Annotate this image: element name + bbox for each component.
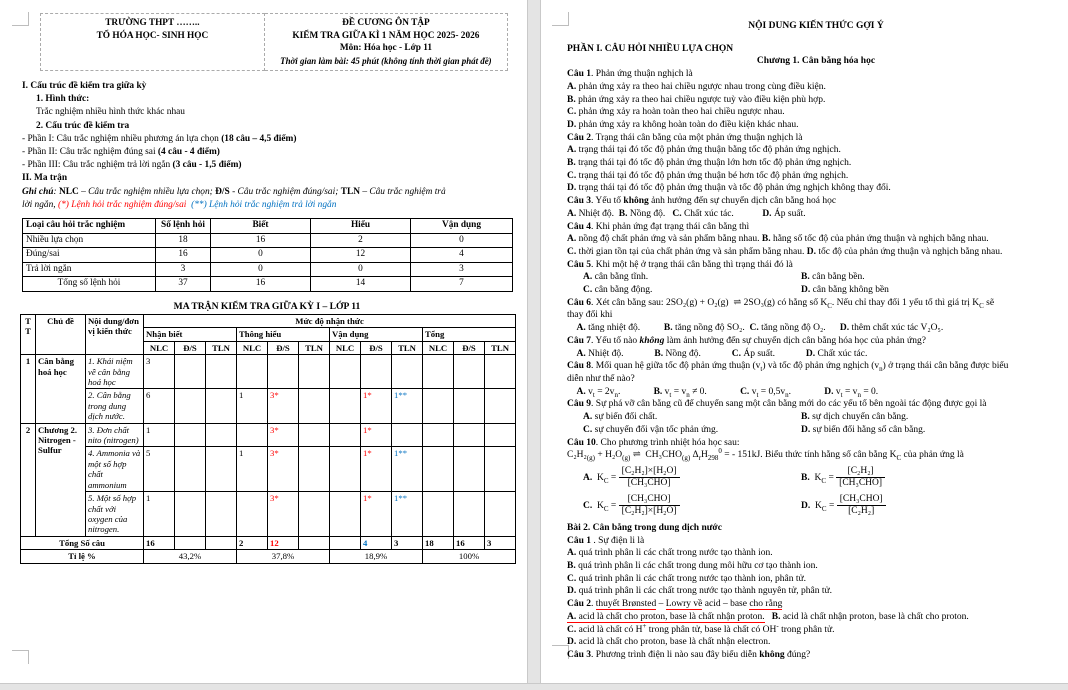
table-cell: Trả lời ngắn (23, 262, 156, 277)
table-cell (485, 389, 516, 423)
table-row (21, 389, 516, 423)
text-line: - Phần II: Câu trắc nghiệm đúng sai (4 câu - 4 điểm) (22, 147, 220, 158)
table-cell (175, 447, 206, 492)
table-row (23, 262, 513, 277)
text-line: diễn như thế nào? (567, 373, 635, 384)
table-cell: 4 (361, 536, 392, 549)
table-cell: 2 (311, 233, 411, 248)
table-cell (423, 447, 454, 492)
answer-option: D. quá trình phân li các chất trong nước tạo thành nguyên tử, phân tử. (567, 586, 833, 597)
table-cell: 43,2% (144, 550, 237, 563)
intro-section (22, 80, 516, 212)
section-heading: I. Cấu trúc đề kiểm tra giữa kỳ (22, 81, 147, 91)
answer-option: A. nồng độ chất phản ứng và sản phẩm bằng nhau. B. hằng số tốc độ của phản ứng thuận và nghịch bằng nhau. (567, 234, 989, 245)
table-cell: TLN (392, 341, 423, 354)
answer-option: A. Nhiệt độ. B. Nồng độ. C. Áp suất. D. Chất xúc tác. (576, 348, 868, 359)
table-cell (423, 389, 454, 423)
crop-mark-top-left (12, 12, 29, 26)
questions-content (567, 20, 1065, 662)
table-cell: 2 (237, 536, 268, 549)
table-cell (361, 355, 392, 389)
table-row (23, 277, 513, 292)
chem-equation: $C_2H_2_{(g)} + H_2O_{(g)}$ ⇌ $CH_3CHO_{(g)}$ $\Delta_rH_{298}^0$ = - 151kJ. Biểu thức tính hằng số cân bằng $K_C$ của phản ứng là (567, 447, 964, 463)
answer-option: C. acid là chất có H+ trong phân tử, base là chất có OH- trong phân tử. (567, 621, 835, 635)
table-cell: 0 (411, 233, 513, 248)
table-cell (175, 423, 206, 447)
sub-heading: 2. Cấu trúc đề kiểm tra (36, 120, 130, 131)
table-cell: Tổng số lệnh hỏi (23, 277, 156, 292)
table-cell: NLC (237, 341, 268, 354)
answer-option: D. phản ứng xảy ra không hoàn toàn do điều kiện khác nhau. (567, 119, 799, 130)
table-cell: 16 (156, 248, 211, 263)
page-gap-bottom (0, 683, 1068, 690)
answer-option: D. acid là chất cho proton, base là chất nhận electron. (567, 637, 771, 648)
table-cell: 0 (311, 262, 411, 277)
table-cell: 3* (268, 389, 299, 423)
table-cell: 2 (21, 423, 36, 536)
table-cell: Hiểu (311, 219, 411, 234)
table-cell: Nội dung/đơn vị kiến thức (86, 315, 144, 355)
matrix-title: MA TRẬN KIỂM TRA GIỮA KỲ I – LỚP 11 (173, 301, 361, 312)
exam-title: ĐỀ CƯƠNG ÔN TẬP (342, 18, 430, 28)
page-title: NỘI DUNG KIẾN THỨC GỢI Ý (748, 21, 884, 31)
answer-option: C. phản ứng xảy ra hoàn toàn theo hai chiều ngược nhau. (567, 107, 785, 118)
table-cell (454, 447, 485, 492)
table-cell (206, 389, 237, 423)
table-cell: 16 (211, 277, 311, 292)
question: Câu 1 . Sự điện li là (567, 535, 645, 546)
question: Câu 6. Xét cân bằng sau: 2SO₂(g) + O₂(g) ⇌ 2SO₃(g) có hằng số $K_C$. Nếu chỉ thay đổi 1 yếu tố thì giá trị $K_C$ sẽ (567, 297, 995, 310)
table-cell: 1** (392, 389, 423, 423)
table-cell (454, 492, 485, 537)
text-line: thay đổi khi (567, 310, 613, 321)
answer-option: B. phản ứng xảy ra theo hai chiều ngược tuỳ vào điều kiện phù hợp. (567, 94, 826, 105)
table-cell: 1* (361, 423, 392, 447)
table-cell: 3 (411, 262, 513, 277)
table-cell: 12 (311, 248, 411, 263)
table-cell: Cân bằng hoá học (36, 355, 86, 423)
table-cell (330, 536, 361, 549)
table-cell: 18 (423, 536, 454, 549)
question: Câu 9. Sự phá vỡ cân bằng cũ để chuyển sang một cân bằng mới do các yếu tố bên ngoài tác động được gọi là (567, 399, 987, 410)
left-page (0, 0, 527, 683)
table-row (23, 233, 513, 248)
answer-option: A. quá trình phân li các chất trong nước tạo thành ion. (567, 548, 773, 559)
answer-option: C. sự chuyển đổi vận tốc phản ứng. D. sự biến đổi hằng số cân bằng. (583, 424, 926, 435)
table-cell: 100% (423, 550, 516, 563)
table-cell: Tổng (423, 328, 516, 341)
answer-option: C. trạng thái tại đó tốc độ phản ứng thuận bé hơn tốc độ phản ứng nghịch. (567, 170, 849, 181)
table-cell (485, 447, 516, 492)
question: Câu 1. Phản ứng thuận nghịch là (567, 69, 693, 80)
school-cell (41, 14, 265, 71)
table-cell (392, 423, 423, 447)
table-row (21, 315, 516, 328)
table-row (41, 14, 508, 71)
table-cell (206, 423, 237, 447)
table-cell: 3 (144, 355, 175, 389)
table-cell: 3 (485, 536, 516, 549)
table-cell (299, 536, 330, 549)
text-line: Ghi chú: NLC – Câu trắc nghiệm nhiều lựa chọn; Đ/S - Câu trắc nghiệm đúng/sai; TLN – Câu trắc nghiệm trả (22, 186, 446, 197)
table-cell (206, 536, 237, 549)
right-page (541, 0, 1068, 683)
table-cell: Đ/S (175, 341, 206, 354)
part-heading: PHẦN I. CÂU HỎI NHIỀU LỰA CHỌN (567, 43, 734, 54)
table-cell: 4. Ammonia và một số hợp chất ammonium (86, 447, 144, 492)
table-cell (175, 389, 206, 423)
table-cell: Vận dụng (330, 328, 423, 341)
table-cell: Nhận biết (144, 328, 237, 341)
question: Câu 5. Khi một hệ ở trạng thái cân bằng thì trạng thái đó là (567, 259, 793, 270)
table-cell: 7 (411, 277, 513, 292)
exam-header-table (40, 13, 508, 71)
table-cell: 1* (361, 447, 392, 492)
table-cell: T T (21, 315, 36, 355)
answer-option: A. phản ứng xảy ra theo hai chiều ngược nhau trong cùng điều kiện. (567, 81, 826, 92)
question: Câu 3. Yếu tố không ảnh hưởng đến sự chuyển dịch cân bằng hoá học (567, 196, 837, 207)
table-cell: Nhiều lựa chọn (23, 233, 156, 248)
table-cell: 6 (144, 389, 175, 423)
answer-option: A. $v_t = 2v_n$. B. $v_t = v_n \ne 0$. C. $v_t = 0,5v_n$. D. $v_t = v_n = 0$. (576, 386, 879, 399)
table-row (21, 492, 516, 537)
text-line: Trắc nghiệm nhiều hình thức khác nhau (36, 107, 185, 118)
table-cell (485, 355, 516, 389)
table-cell (299, 355, 330, 389)
table-row (21, 423, 516, 447)
table-cell (423, 423, 454, 447)
answer-option: A. tăng nhiệt độ. B. tăng nồng độ SO₂. C. tăng nồng độ O₂. D. thêm chất xúc tác V₂O₅. (576, 323, 944, 334)
table-cell: 1* (361, 492, 392, 537)
table-cell: Đ/S (268, 341, 299, 354)
exam-duration: Thời gian làm bài: 45 phút (không tính thời gian phát đề) (280, 55, 492, 66)
table-cell: 1** (392, 492, 423, 537)
table-cell: NLC (144, 341, 175, 354)
answer-option: B. trạng thái tại đó tốc độ phản ứng thuận lớn hơn tốc độ phản ứng nghịch. (567, 158, 852, 169)
department-name: TỔ HÓA HỌC- SINH HỌC (96, 30, 209, 41)
section-heading: II. Ma trận (22, 173, 68, 184)
table-cell: Chủ đề (36, 315, 86, 355)
table-cell (330, 423, 361, 447)
table-cell: NLC (423, 341, 454, 354)
answer-option: C. cân bằng động. D. cân bằng không bền (583, 285, 889, 296)
table-cell: 5. Một số hợp chất với oxygen của nitrogen. (86, 492, 144, 537)
answer-option: C. $K_C$ = $\frac{\text{[CH₃CHO]}}{\text{[C₂H₂]×[H₂O]}}$ D. $K_C$ = $\frac{\text{[CH₃CHO]}}{\text{[C₂H₂]}}$ (567, 494, 1065, 518)
table-cell (454, 389, 485, 423)
table-cell (330, 492, 361, 537)
table-cell: 1** (392, 447, 423, 492)
table-cell (485, 492, 516, 537)
table-cell: 2. Cân bằng trong dung dịch nước. (86, 389, 144, 423)
table-cell (299, 492, 330, 537)
table-cell: 3 (156, 262, 211, 277)
table-cell (175, 536, 206, 549)
table-cell (206, 355, 237, 389)
table-cell (392, 355, 423, 389)
table-cell: 0 (211, 248, 311, 263)
answer-option: A. acid là chất cho proton, base là chất nhận proton. B. acid là chất nhận proton, base là chất cho proton. (567, 611, 969, 622)
crop-mark-bottom-left (12, 650, 29, 664)
table-cell: 3* (268, 492, 299, 537)
exam-subtitle: KIỂM TRA GIỮA KÌ 1 NĂM HỌC 2025- 2026 (292, 30, 480, 41)
answer-option: A. sự biến đổi chất. B. sự dịch chuyển cân bằng. (583, 412, 909, 423)
table-cell: 4 (411, 248, 513, 263)
table-cell (175, 492, 206, 537)
table-cell (423, 355, 454, 389)
matrix-table (20, 314, 516, 564)
question: Câu 4. Khi phản ứng đạt trạng thái cân bằng thì (567, 221, 750, 232)
question: Câu 10. Cho phương trình nhiệt hóa học sau: (567, 437, 740, 448)
chapter-heading: Chương 1. Cân bằng hóa học (756, 56, 876, 67)
table-cell (330, 447, 361, 492)
answer-option: C. quá trình phân li các chất trong nước tạo thành ion, phân tử. (567, 573, 807, 584)
table-row (21, 550, 516, 563)
table-cell: 18,9% (330, 550, 423, 563)
question: Câu 2. thuyết Brønsted – Lowry về acid – base cho rằng (567, 599, 783, 610)
table-cell: 16 (454, 536, 485, 549)
table-cell: 3 (392, 536, 423, 549)
table-row (23, 248, 513, 263)
table-cell: 14 (311, 277, 411, 292)
exam-subject: Môn: Hóa học - Lớp 11 (339, 43, 432, 54)
table-cell (299, 447, 330, 492)
table-cell: NLC (330, 341, 361, 354)
table-cell: 1. Khái niệm về cân bằng hoá học (86, 355, 144, 389)
table-cell: 1 (237, 389, 268, 423)
question: Câu 8. Mối quan hệ giữa tốc độ phản ứng thuận $(v_t)$ và tốc độ phản ứng nghịch $(v_n)$ ở trạng thái cân bằng được biểu (567, 361, 1009, 374)
table-cell: Mức độ nhận thức (144, 315, 516, 328)
table-cell: Số lệnh hỏi (156, 219, 211, 234)
table-cell: 18 (156, 233, 211, 248)
table-row (23, 219, 513, 234)
table-cell: Đ/S (454, 341, 485, 354)
table-cell (175, 355, 206, 389)
table-cell: 3. Đơn chất nito (nitrogen) (86, 423, 144, 447)
question: Câu 3. Phương trình điện li nào sau đây biểu diễn không đúng? (567, 649, 811, 660)
text-line: - Phần I: Câu trắc nghiệm nhiều phương án lựa chọn (18 câu – 4,5 điểm) (22, 133, 297, 144)
table-cell: 0 (211, 262, 311, 277)
table-cell: 37,8% (237, 550, 330, 563)
table-cell: 1 (144, 492, 175, 537)
table-cell (299, 389, 330, 423)
text-line: lời ngắn, (*) Lệnh hỏi trắc nghiệm đúng/sai (**) Lệnh hỏi trắc nghiệm trả lời ngắn (22, 199, 337, 210)
table-cell: 3* (268, 423, 299, 447)
table-cell: TLN (299, 341, 330, 354)
table-cell: 1 (144, 423, 175, 447)
table-cell: Đ/S (361, 341, 392, 354)
answer-option: A. Nhiệt độ. B. Nồng độ. C. Chất xúc tác. D. Áp suất. (567, 208, 806, 219)
table-cell: 1* (361, 389, 392, 423)
table-cell: 16 (144, 536, 175, 549)
table-cell (330, 355, 361, 389)
school-name: TRƯỜNG THPT …….. (105, 18, 200, 28)
table-cell: Vận dụng (411, 219, 513, 234)
table-cell: 1 (237, 447, 268, 492)
answer-option: C. thời gian tồn tại của chất phản ứng và sản phẩm bằng nhau. D. tốc độ của phản ứng thuận và nghịch bằng nhau. (567, 246, 1003, 257)
table-cell: 5 (144, 447, 175, 492)
table-cell (485, 423, 516, 447)
table-cell: Thông hiểu (237, 328, 330, 341)
table-cell: Tổng Số câu (21, 536, 144, 549)
table-cell (237, 492, 268, 537)
question: Câu 2. Trạng thái cân bằng của một phản ứng thuận nghịch là (567, 132, 803, 143)
table-cell: TLN (485, 341, 516, 354)
table-cell (268, 355, 299, 389)
answer-option: D. trạng thái tại đó tốc độ phản ứng thuận và tốc độ phản ứng nghịch không thay đổi. (567, 183, 891, 194)
table-cell (206, 492, 237, 537)
lesson-heading: Bài 2. Cân bằng trong dung dịch nước (567, 522, 722, 533)
table-cell: Chương 2. Nitrogen - Sulfur (36, 423, 86, 536)
table-cell: 37 (156, 277, 211, 292)
question: Câu 7. Yếu tố nào không làm ảnh hưởng đến sự chuyển dịch cân bằng hóa học của phản ứng? (567, 335, 926, 346)
table-cell (206, 447, 237, 492)
table-cell: 12 (268, 536, 299, 549)
sub-heading: 1. Hình thức: (36, 94, 90, 105)
table-cell: 1 (21, 355, 36, 423)
table-cell (330, 389, 361, 423)
table-cell (237, 355, 268, 389)
table-row (21, 447, 516, 492)
answer-option: A. $K_C$ = $\frac{\text{[C₂H₂]×[H₂O]}}{\text{[CH₃CHO]}}$ B. $K_C$ = $\frac{\text{[C₂H₂]}}{\text{[CH₃CHO]}}$ (567, 466, 1065, 490)
table-cell: Biết (211, 219, 311, 234)
table-cell: Tỉ lệ % (21, 550, 144, 563)
table-cell: TLN (206, 341, 237, 354)
table-row (21, 355, 516, 389)
table-cell: 16 (211, 233, 311, 248)
table-row (21, 536, 516, 549)
table-cell: Đúng/sai (23, 248, 156, 263)
exam-title-cell (264, 14, 507, 71)
answer-option: B. quá trình phân li các chất trong dung môi hữu cơ tạo thành ion. (567, 561, 818, 572)
table-cell (454, 423, 485, 447)
table-cell: Loại câu hỏi trắc nghiệm (23, 219, 156, 234)
answer-option: A. cân bằng tĩnh. B. cân bằng bền. (583, 272, 865, 283)
table-cell (454, 355, 485, 389)
table-cell (237, 423, 268, 447)
table-cell (423, 492, 454, 537)
table-cell: 3* (268, 447, 299, 492)
page-gap-vertical (527, 0, 541, 683)
text-line: - Phần III: Câu trắc nghiệm trả lời ngắn (3 câu - 1,5 điểm) (22, 160, 242, 171)
table-cell (299, 423, 330, 447)
question-type-table (22, 218, 513, 292)
answer-option: A. trạng thái tại đó tốc độ phản ứng thuận bằng tốc độ phản ứng nghịch. (567, 145, 841, 156)
